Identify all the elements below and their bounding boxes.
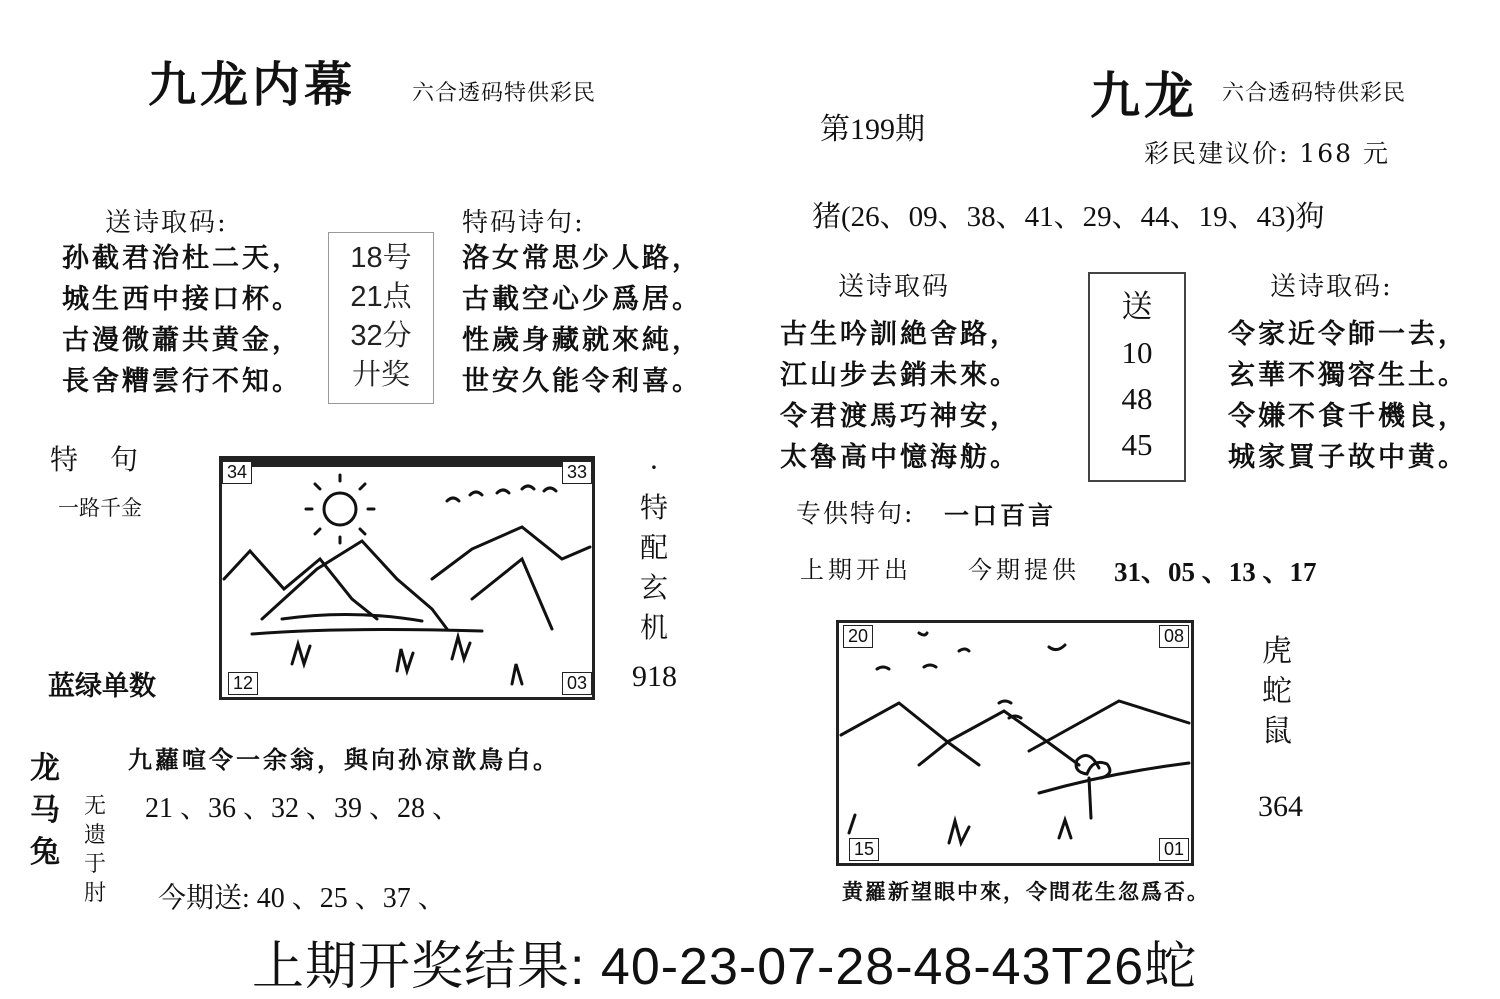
right-title: 九龙 — [1090, 66, 1198, 125]
side-char: 虎 — [1262, 634, 1292, 669]
right-special-phrase: 一口百言 — [944, 501, 1057, 530]
poem-line: 古載空心少爲居。 — [462, 284, 702, 315]
side-char: 玄 — [640, 571, 669, 604]
poem-line: 令君渡馬巧神安， — [780, 401, 1020, 432]
right-poem-b — [1228, 314, 1468, 478]
small-char: 于 — [84, 852, 107, 877]
landscape-drawing — [839, 623, 1191, 863]
side-char: 鼠 — [1262, 714, 1292, 749]
side-char: · — [649, 451, 659, 484]
small-char: 无 — [84, 794, 107, 819]
poem-line: 世安久能令利喜。 — [462, 366, 702, 397]
left-poem — [62, 238, 302, 402]
left-zodiac-chars — [30, 748, 60, 874]
birds-icon — [447, 486, 556, 501]
left-small-chars — [84, 792, 106, 908]
box-line: 48 — [1121, 381, 1153, 416]
left-send-line: 今期送: 40 、25 、37 、 — [158, 883, 446, 914]
draw-result: 上期开奖结果: 40-23-07-28-48-43T26蛇 — [252, 938, 1198, 996]
picture-corner-tl: 34 — [222, 461, 252, 484]
left-tejv-label: 特 句 — [50, 443, 141, 476]
left-number-box — [328, 232, 434, 404]
right-last-label: 上期开出 — [800, 556, 912, 584]
right-bottom-poem: 黄羅新望眼中來，令問花生忽爲否。 — [842, 879, 1210, 904]
left-special-heading: 特码诗句: — [462, 208, 585, 238]
poem-line: 古生吟訓絶舍路， — [780, 319, 1020, 350]
right-price: 彩民建议价: 168 元 — [1144, 139, 1391, 168]
left-numbers-line: 21 、36 、32 、39 、28 、 — [145, 793, 461, 824]
left-bottom-poem: 九蘿喧令一余翁，與向孙凉歆鳥白。 — [128, 745, 560, 774]
box-line: 45 — [1121, 427, 1153, 462]
picture-corner-br: 01 — [1159, 838, 1189, 861]
right-provide-numbers: 31、05 、13 、17 — [1114, 557, 1317, 587]
zodiac-char: 马 — [30, 793, 60, 828]
poem-line: 令嫌不食千機良， — [1228, 401, 1468, 432]
poem-line: 玄華不獨容生土。 — [1228, 360, 1468, 391]
poem-line: 城生西中接口杯。 — [62, 284, 302, 315]
mountain-icon — [841, 703, 979, 765]
poem-line: 古漫微蕭共黄金， — [62, 325, 302, 356]
right-side-chars — [1262, 632, 1292, 752]
poem-line: 孙截君治杜二天， — [62, 243, 302, 274]
poem-line: 性歲身藏就來純， — [462, 325, 702, 356]
small-char: 遗 — [84, 823, 107, 848]
landscape-drawing — [222, 459, 592, 697]
poem-line: 江山步去銷未來。 — [780, 360, 1020, 391]
picture-corner-br: 03 — [562, 672, 592, 695]
poem-line: 太魯高中憶海舫。 — [780, 442, 1020, 473]
right-special-label: 专供特句: — [796, 499, 915, 528]
box-line: 10 — [1121, 335, 1153, 370]
right-poem-heading-b: 送诗取码: — [1270, 272, 1393, 302]
side-char: 特 — [640, 491, 669, 524]
picture-corner-tr: 33 — [562, 461, 592, 484]
issue-number: 第199期 — [820, 113, 925, 146]
right-pig-line: 猪(26、09、38、41、29、44、19、43)狗 — [812, 201, 1325, 233]
left-poem-heading: 送诗取码: — [105, 208, 228, 238]
box-line: 18号 — [350, 242, 412, 274]
side-char: 机 — [640, 611, 669, 644]
small-char: 肘 — [84, 881, 107, 906]
picture-corner-bl: 15 — [849, 838, 879, 861]
left-landscape-picture — [219, 456, 595, 700]
left-side-number: 918 — [632, 660, 677, 693]
right-side-number: 364 — [1258, 790, 1303, 823]
zodiac-char: 兔 — [30, 835, 60, 870]
box-line: 送 — [1121, 289, 1153, 324]
poem-line: 洛女常思少人路， — [462, 243, 702, 274]
left-special-poem — [462, 238, 702, 402]
picture-corner-bl: 12 — [228, 672, 258, 695]
poem-line: 城家買子故中黄。 — [1228, 442, 1468, 473]
poem-line: 令家近令師一去， — [1228, 319, 1468, 350]
right-poem-heading-a: 送诗取码 — [838, 272, 951, 302]
left-title: 九龙内幕 — [148, 57, 357, 113]
left-blue-green: 蓝绿单数 — [48, 671, 156, 702]
side-char: 蛇 — [1262, 674, 1292, 709]
side-char: 配 — [640, 531, 669, 564]
box-line: 21点 — [350, 281, 412, 313]
left-tejv-phrase: 一路千金 — [58, 496, 142, 520]
box-line: 32分 — [350, 320, 412, 352]
grass-icon — [292, 637, 522, 684]
left-subtitle: 六合透码特供彩民 — [412, 81, 597, 106]
right-landscape-picture — [836, 620, 1194, 866]
right-poem-a — [780, 314, 1020, 478]
sun-icon — [324, 493, 356, 525]
right-subtitle: 六合透码特供彩民 — [1222, 81, 1407, 106]
picture-corner-tr: 08 — [1159, 625, 1189, 648]
birds-icon — [877, 633, 1065, 718]
box-line: 廾奖 — [351, 359, 410, 391]
grass-icon — [849, 815, 1071, 843]
poem-line: 長舍糟雲行不知。 — [62, 366, 302, 397]
picture-corner-tl: 20 — [843, 625, 873, 648]
right-provide-label: 今期提供 — [968, 556, 1080, 584]
right-number-box — [1088, 272, 1186, 482]
left-side-chars — [640, 448, 668, 648]
zodiac-char: 龙 — [30, 751, 60, 786]
